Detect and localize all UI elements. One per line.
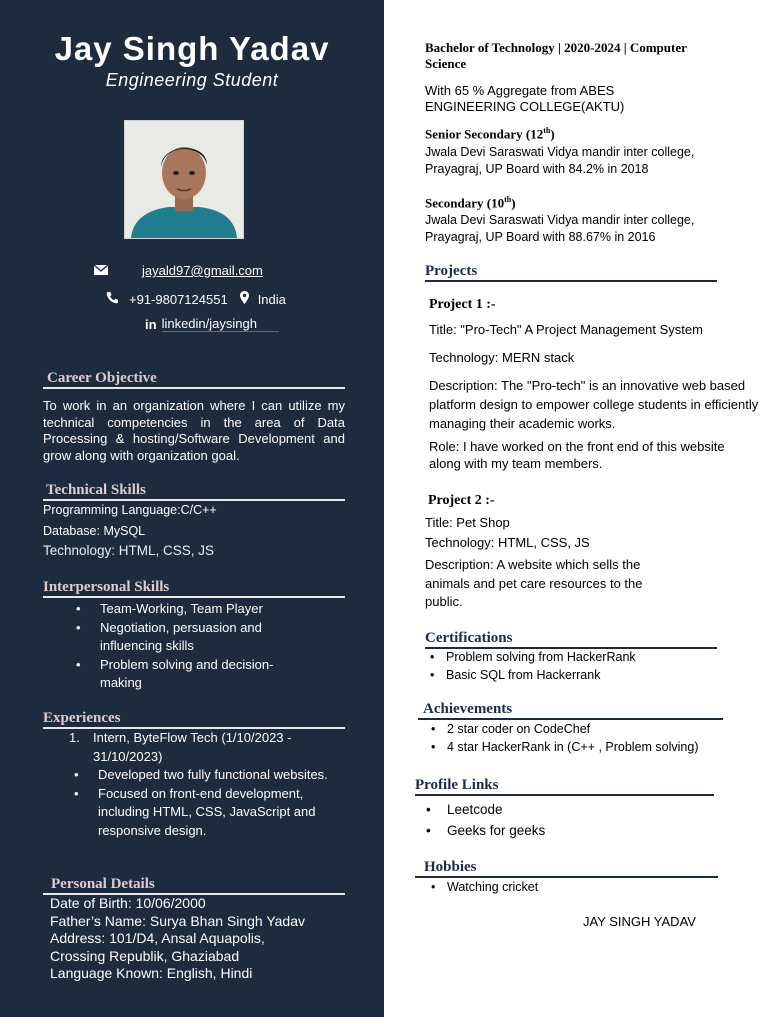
experiences-heading: Experiences — [43, 710, 345, 729]
experience-number: 1. — [69, 730, 80, 745]
location: India — [257, 291, 286, 307]
person-portrait-icon — [125, 121, 243, 238]
languages-known: Language Known: English, Hindi — [50, 965, 253, 981]
degree-title: Bachelor of Technology | 2020-2024 | Computer Science — [425, 40, 687, 71]
phone-location-row — [106, 291, 286, 307]
degree-detail: With 65 % Aggregate from ABES ENGINEERING COLLEGE(AKTU) — [425, 83, 625, 114]
list-item: • Developed two fully functional websites. — [41, 766, 341, 785]
achievements-heading: Achievements — [418, 701, 723, 720]
skill-technology: Technology: HTML, CSS, JS — [43, 543, 215, 558]
profile-links-list — [421, 799, 721, 841]
project-1-label: Project 1 :- — [429, 297, 496, 312]
project-2-label: Project 2 :- — [428, 493, 495, 508]
candidate-name: Jay Singh Yadav — [54, 30, 330, 67]
experience-title: Intern, ByteFlow Tech (1/10/2023 - 31/10/2023) — [93, 730, 292, 764]
project-1-title: Title: "Pro-Tech" A Project Management System — [429, 322, 703, 337]
skill-database: Database: MySQL — [43, 524, 146, 538]
achievements-list — [426, 720, 746, 756]
geeksforgeeks-link[interactable]: • Geeks for geeks — [421, 820, 721, 841]
list-item: • Basic SQL from Hackerrank — [425, 666, 745, 684]
project-2-title: Title: Pet Shop — [425, 515, 510, 530]
interpersonal-skills-list — [43, 600, 303, 693]
certifications-heading: Certifications — [425, 630, 717, 649]
profile-links-heading: Profile Links — [415, 777, 714, 796]
signature: JAY SINGH YADAV — [583, 914, 696, 929]
email-link[interactable]: jayald97@gmail.com — [142, 263, 263, 278]
project-1-description: Description: The "Pro-tech" is an innovative web based platform design to empower college students in efficiently managing their academic works. — [429, 378, 759, 431]
fathers-name: Father’s Name: Surya Bhan Singh Yadav — [50, 912, 306, 929]
linkedin-row — [145, 316, 279, 332]
experience-points — [41, 766, 341, 840]
profile-photo — [124, 120, 244, 239]
phone-icon — [106, 291, 119, 307]
secondary-title: Secondary (10th) — [425, 195, 516, 211]
list-item: • 2 star coder on CodeChef — [426, 720, 746, 738]
skill-programming: Programming Language:C/C++ — [43, 503, 217, 517]
hobbies-heading: Hobbies — [415, 859, 718, 878]
certifications-list — [425, 648, 745, 684]
candidate-title: Engineering Student — [105, 70, 279, 90]
list-item: • 4 star HackerRank in (C++ , Problem solving) — [426, 738, 746, 756]
location-pin-icon — [240, 291, 249, 307]
email-row — [94, 263, 263, 278]
linkedin-icon: in — [145, 316, 157, 332]
list-item: • Negotiation, persuasion and influencing skills — [43, 619, 303, 656]
experience-item — [69, 729, 329, 766]
project-1-role: Role: I have worked on the front end of this website along with my team members. — [429, 439, 725, 471]
project-2-description: Description: A website which sells the animals and pet care resources to the public. — [425, 557, 643, 609]
leetcode-link[interactable]: • Leetcode — [421, 799, 721, 820]
linkedin-link[interactable]: linkedin/jaysingh — [162, 316, 279, 332]
career-objective-heading: Career Objective — [43, 370, 345, 389]
list-item: • Problem solving and decision-making — [43, 656, 303, 693]
career-objective-text: To work in an organization where I can utilize my technical competencies in the area of Data Processing & hosting/Software Development and grow along with organization goal. — [43, 398, 345, 463]
list-item: • Watching cricket — [426, 878, 726, 896]
senior-secondary-detail: Jwala Devi Saraswati Vidya mandir inter college, Prayagraj, UP Board with 84.2% in 2018 — [425, 145, 695, 176]
list-item: • Focused on front-end development, including HTML, CSS, JavaScript and responsive design. — [41, 785, 341, 841]
project-2-technology: Technology: HTML, CSS, JS — [425, 535, 590, 550]
address: Address: 101/D4, Ansal Aquapolis, Crossing Republik, Ghaziabad — [50, 930, 265, 964]
personal-details-heading: Personal Details — [43, 876, 345, 895]
envelope-icon — [94, 264, 108, 278]
secondary-detail: Jwala Devi Saraswati Vidya mandir inter college, Prayagraj, UP Board with 88.67% in 2016 — [425, 213, 695, 244]
interpersonal-skills-heading: Interpersonal Skills — [43, 579, 345, 598]
senior-secondary-title: Senior Secondary (12th) — [425, 126, 555, 142]
phone-number: +91-9807124551 — [129, 291, 228, 307]
date-of-birth: Date of Birth: 10/06/2000 — [50, 895, 206, 911]
projects-heading: Projects — [425, 263, 717, 282]
list-item: • Problem solving from HackerRank — [425, 648, 745, 666]
sidebar — [0, 0, 384, 1017]
personal-details-block — [50, 895, 310, 983]
list-item: • Team-Working, Team Player — [43, 600, 303, 619]
hobbies-list — [426, 878, 726, 896]
technical-skills-heading: Technical Skills — [43, 482, 345, 501]
project-1-technology: Technology: MERN stack — [429, 350, 575, 365]
